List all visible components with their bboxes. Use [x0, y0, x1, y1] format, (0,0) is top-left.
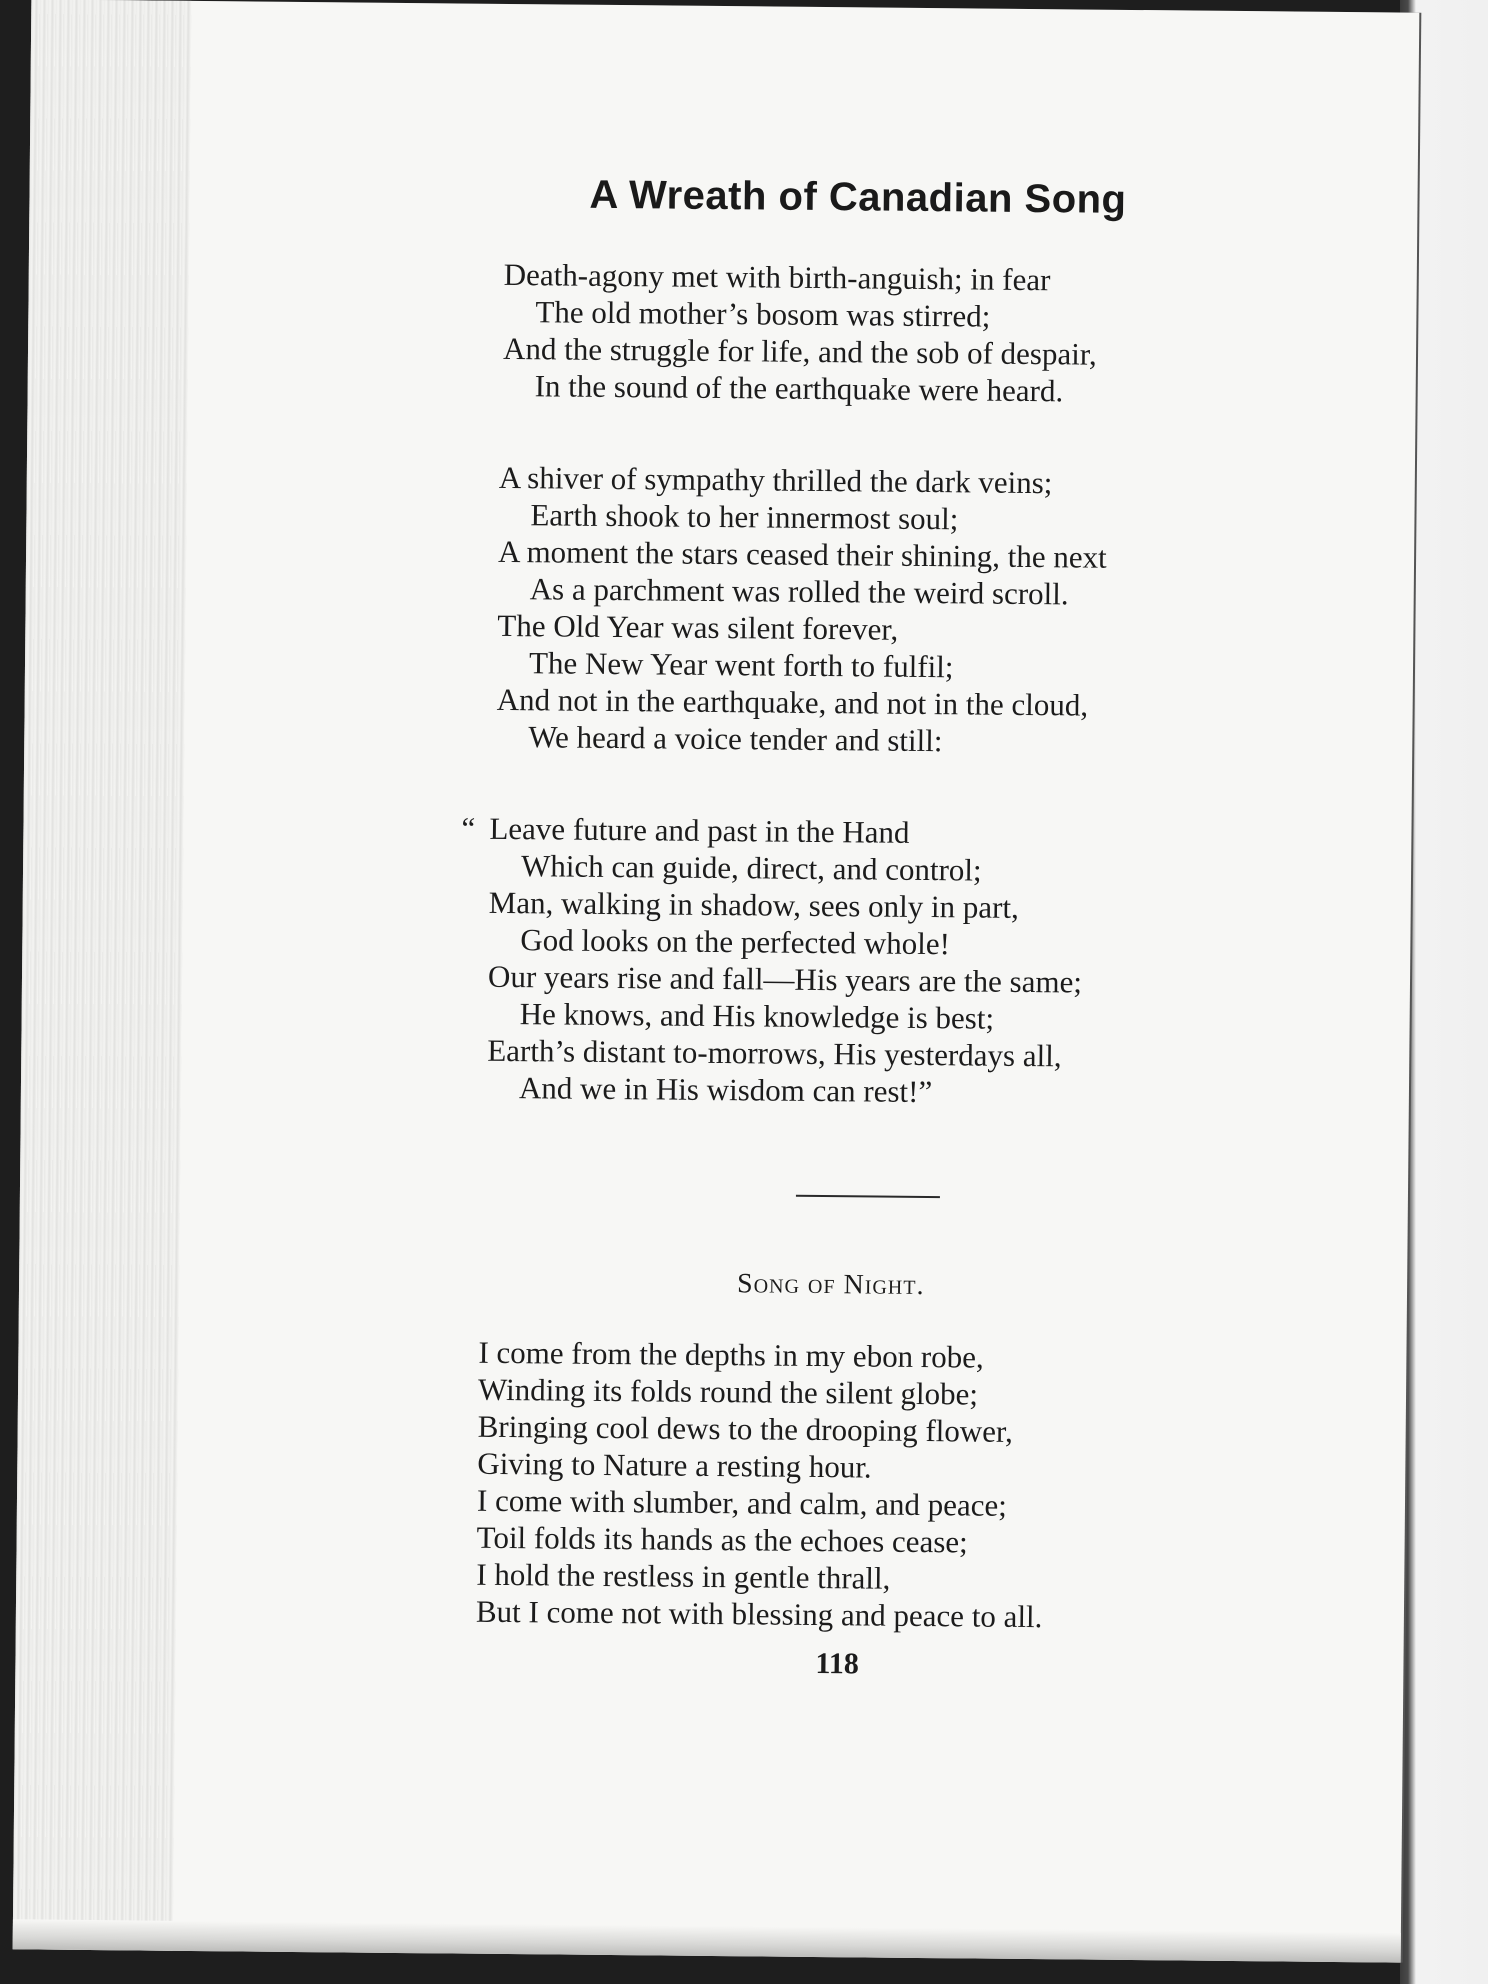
poem-line: I come with slumber, and calm, and peace;	[476, 1482, 1008, 1523]
poem-line: Winding its folds round the silent globe;	[477, 1371, 979, 1412]
poem-line	[461, 810, 1083, 853]
page-number: 118	[815, 1646, 859, 1681]
poem-line: God looks on the perfected whole!	[520, 922, 951, 962]
poem-line: I hold the restless in gentle thrall,	[476, 1556, 891, 1596]
poem-line: Earth shook to her innermost soul;	[530, 497, 959, 537]
poem-line: The New Year went forth to fulfil;	[528, 645, 954, 685]
poem-line: In the sound of the earthquake were heard.	[534, 368, 1064, 409]
poem-line: A shiver of sympathy thrilled the dark veins;	[498, 459, 1053, 501]
poem-line: Which can guide, direct, and control;	[520, 848, 982, 888]
poem-line: Earth’s distant to-morrows, His yesterdays all,	[487, 1032, 1062, 1074]
stanza-2	[496, 459, 1107, 761]
poem-line: Bringing cool dews to the drooping flower,	[477, 1408, 1014, 1449]
poem-line: Giving to Nature a resting hour.	[477, 1445, 872, 1485]
poem-line: A moment the stars ceased their shining, the next	[497, 533, 1107, 575]
poem-line: Man, walking in shadow, sees only in part,	[488, 884, 1019, 925]
poem-line: Our years rise and fall—His years are the same;	[487, 958, 1083, 1000]
page-edge-bottom	[13, 1919, 1401, 1962]
page-edges-left	[13, 0, 192, 1951]
book-page	[13, 0, 1420, 1963]
poem-line: I come from the depths in my ebon robe,	[478, 1334, 984, 1375]
poem-line: The old mother’s bosom was stirred;	[535, 294, 991, 334]
poem-line: But I come not with blessing and peace to all.	[475, 1593, 1043, 1635]
opening-quote-mark: “	[461, 810, 476, 846]
section-title: Song of Night.	[736, 1268, 925, 1302]
poem-line: Toil folds its hands as the echoes cease;	[476, 1519, 968, 1560]
running-header: A Wreath of Canadian Song	[589, 172, 1127, 222]
poem-line: Death-agony met with birth-anguish; in fear	[503, 256, 1051, 298]
section-divider	[796, 1195, 940, 1198]
poem-line: And the struggle for life, and the sob of despair,	[502, 330, 1097, 372]
poem-line: The Old Year was silent forever,	[497, 607, 899, 647]
stanza-1	[503, 256, 1098, 410]
poem-line: And we in His wisdom can rest!”	[518, 1070, 933, 1110]
poem-line-text: Leave future and past in the Hand	[489, 810, 910, 850]
poem-line: We heard a voice tender and still:	[528, 719, 943, 759]
poem-line: He knows, and His knowledge is best;	[519, 996, 995, 1036]
stanza-3	[461, 810, 1084, 1112]
song-of-night-stanza	[476, 1334, 1045, 1635]
poem-line: And not in the earthquake, and not in the cloud,	[496, 681, 1089, 723]
poem-line: As a parchment was rolled the weird scroll.	[529, 571, 1069, 612]
